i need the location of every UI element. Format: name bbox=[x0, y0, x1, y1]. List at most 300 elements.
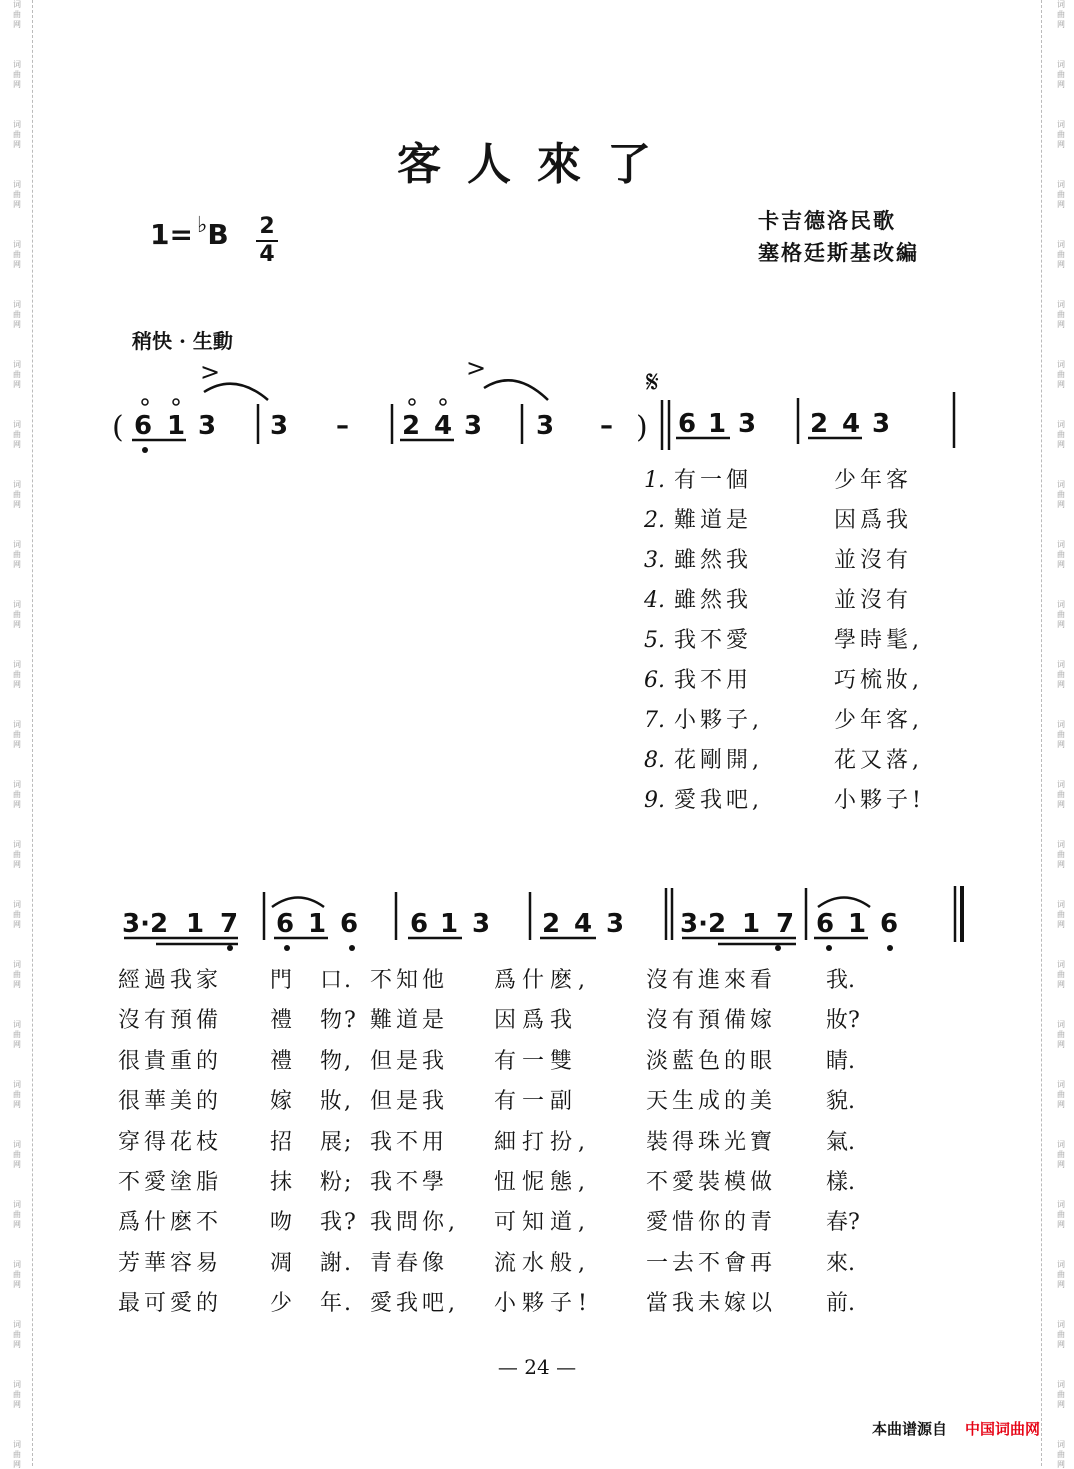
lyric-segment: 謝. bbox=[320, 1250, 353, 1276]
verse-line bbox=[644, 506, 912, 536]
watermark-char: 词 bbox=[1057, 660, 1065, 669]
verse-text-a: 有一個 bbox=[674, 468, 753, 493]
note: 3·2 bbox=[122, 909, 169, 939]
watermark-char: 词 bbox=[1057, 1320, 1065, 1329]
watermark-char: 词 bbox=[13, 900, 21, 909]
slur bbox=[272, 898, 324, 908]
watermark-char: 网 bbox=[1057, 1100, 1065, 1109]
main-notes bbox=[676, 409, 890, 439]
lyric-segment: 我? bbox=[320, 1210, 358, 1236]
lyric-segment: 抹 bbox=[270, 1170, 295, 1195]
watermark-char: 词 bbox=[13, 0, 21, 9]
watermark-char: 曲 bbox=[1057, 670, 1065, 679]
watermark-char: 曲 bbox=[1057, 1210, 1065, 1219]
note: 3·2 bbox=[680, 909, 727, 939]
verse-text-b: 巧梳妝, bbox=[834, 668, 923, 693]
watermark-char: 词 bbox=[13, 1380, 21, 1389]
accent-mark: > bbox=[200, 358, 221, 386]
lyric-segment: 嫁 bbox=[270, 1089, 295, 1115]
watermark-char: 网 bbox=[1057, 320, 1065, 329]
watermark-char: 词 bbox=[13, 660, 21, 669]
note: 6 bbox=[340, 909, 359, 939]
watermark-char: 网 bbox=[13, 740, 21, 749]
note: 3 bbox=[606, 909, 625, 939]
note: 2 bbox=[542, 909, 561, 939]
lyric-segment: 貌. bbox=[826, 1089, 855, 1115]
watermark-char: 网 bbox=[1057, 980, 1065, 989]
watermark-char: 曲 bbox=[1057, 130, 1065, 139]
watermark-char: 曲 bbox=[1057, 490, 1065, 499]
watermark-char: 网 bbox=[1057, 560, 1065, 569]
watermark-char: 曲 bbox=[1057, 310, 1065, 319]
watermark-char: 词 bbox=[1057, 600, 1065, 609]
note: 3 bbox=[872, 409, 891, 439]
note: 6 bbox=[410, 909, 429, 939]
verse-number: 5. bbox=[644, 628, 665, 653]
lyric-segment: 當我未嫁以 bbox=[646, 1291, 777, 1317]
lyric-segment: 穿得花枝 bbox=[118, 1129, 223, 1155]
watermark-char: 曲 bbox=[13, 1330, 21, 1339]
lyric-segment: 芳華容易 bbox=[118, 1250, 223, 1276]
note: 3 bbox=[738, 409, 757, 439]
lyric-segment: 物? bbox=[320, 1008, 358, 1034]
note: 4 bbox=[842, 409, 861, 439]
lyric-segment: 沒有預備嫁 bbox=[646, 1008, 777, 1034]
octave-dot-high bbox=[409, 399, 415, 405]
note: 3 bbox=[464, 411, 483, 441]
watermark-char: 词 bbox=[1057, 300, 1065, 309]
watermark-char: 词 bbox=[13, 840, 21, 849]
watermark-char: 词 bbox=[13, 1440, 21, 1449]
lyric-segment: 我. bbox=[826, 968, 855, 993]
watermark-char: 词 bbox=[13, 120, 21, 129]
verse-number: 3. bbox=[644, 548, 665, 573]
watermark-char: 曲 bbox=[1057, 70, 1065, 79]
lyric-segment: 淡藍色的眼 bbox=[646, 1048, 777, 1074]
octave-dot bbox=[775, 945, 781, 951]
watermark-char: 曲 bbox=[1057, 370, 1065, 379]
octave-dot bbox=[227, 945, 233, 951]
watermark-char: 词 bbox=[1057, 1140, 1065, 1149]
watermark-char: 网 bbox=[1057, 620, 1065, 629]
lyric-segment: 但是我 bbox=[370, 1048, 449, 1074]
watermark-char: 网 bbox=[13, 620, 21, 629]
lyric-line bbox=[118, 1006, 866, 1036]
watermark-char: 词 bbox=[1057, 240, 1065, 249]
lyric-segment: 展; bbox=[320, 1129, 354, 1155]
lyric-segment: 小夥子! bbox=[494, 1291, 593, 1317]
watermark-char: 曲 bbox=[13, 130, 21, 139]
lyric-segment: 愛我吧, bbox=[370, 1291, 459, 1317]
verse-text-a: 難道是 bbox=[674, 508, 753, 533]
verse-text-a: 我不用 bbox=[674, 668, 753, 693]
lyric-line bbox=[118, 966, 866, 996]
watermark-char: 词 bbox=[13, 1020, 21, 1029]
watermark-char: 曲 bbox=[13, 730, 21, 739]
verse-line bbox=[644, 626, 923, 656]
watermark-char: 曲 bbox=[13, 1390, 21, 1399]
source-label: 本曲谱源自 bbox=[871, 1420, 947, 1438]
watermark-char: 网 bbox=[13, 500, 21, 509]
watermark-char: 词 bbox=[13, 240, 21, 249]
page-number: — 24 — bbox=[497, 1355, 577, 1379]
watermark-char: 词 bbox=[13, 1080, 21, 1089]
lyric-line bbox=[118, 1208, 866, 1238]
lyric-segment: 天生成的美 bbox=[646, 1089, 777, 1115]
watermark-char: 曲 bbox=[1057, 430, 1065, 439]
verse-text-b: 花又落, bbox=[834, 748, 923, 773]
lyric-line bbox=[118, 1128, 866, 1158]
watermark-char: 网 bbox=[13, 380, 21, 389]
watermark-char: 曲 bbox=[1057, 910, 1065, 919]
note: 6 bbox=[880, 909, 899, 939]
lyric-segment: 有一副 bbox=[494, 1089, 579, 1115]
watermark-char: 词 bbox=[1057, 900, 1065, 909]
lyric-segment: 沒有預備 bbox=[118, 1008, 223, 1034]
lyric-segment: 很華美的 bbox=[118, 1089, 223, 1115]
watermark-char: 曲 bbox=[13, 1270, 21, 1279]
intro-notes bbox=[132, 399, 613, 453]
watermark-char: 曲 bbox=[13, 670, 21, 679]
meter-numerator: 2 bbox=[256, 214, 278, 242]
note: 3 bbox=[270, 411, 289, 441]
watermark-char: 网 bbox=[1057, 680, 1065, 689]
watermark-char: 网 bbox=[1057, 500, 1065, 509]
watermark-char: 网 bbox=[13, 320, 21, 329]
watermark-char: 词 bbox=[13, 960, 21, 969]
watermark-char: 曲 bbox=[1057, 790, 1065, 799]
lyric-segment: 流水般, bbox=[494, 1250, 591, 1276]
verse-number: 7. bbox=[644, 708, 665, 733]
lyric-segment: 愛惜你的青 bbox=[646, 1210, 777, 1236]
watermark-char: 网 bbox=[13, 1340, 21, 1349]
watermark-char: 曲 bbox=[13, 370, 21, 379]
lyric-segment: 爲什麽不 bbox=[118, 1210, 223, 1236]
watermark-char: 曲 bbox=[13, 610, 21, 619]
watermark-char: 词 bbox=[1057, 1260, 1065, 1269]
watermark-char: 网 bbox=[1057, 200, 1065, 209]
open-paren: ( bbox=[112, 410, 124, 445]
lyric-segment: 經過我家 bbox=[118, 968, 223, 993]
verse-text-a: 雖然我 bbox=[674, 588, 753, 613]
watermark-char: 网 bbox=[1057, 1400, 1065, 1409]
watermark-char: 曲 bbox=[1057, 10, 1065, 19]
watermark-char: 曲 bbox=[1057, 1150, 1065, 1159]
note: 1 bbox=[440, 909, 459, 939]
tie bbox=[484, 380, 548, 400]
octave-dot bbox=[284, 945, 290, 951]
watermark-char: 曲 bbox=[13, 1210, 21, 1219]
watermark-char: 曲 bbox=[1057, 1450, 1065, 1459]
watermark-char: 曲 bbox=[13, 430, 21, 439]
verse-line bbox=[644, 586, 912, 616]
watermark-char: 网 bbox=[1057, 1040, 1065, 1049]
lyric-segment: 年. bbox=[320, 1291, 353, 1317]
watermark-char: 网 bbox=[13, 980, 21, 989]
octave-dot-high bbox=[142, 399, 148, 405]
watermark-char: 网 bbox=[13, 560, 21, 569]
octave-dot bbox=[349, 945, 355, 951]
accent-mark: > bbox=[466, 354, 487, 382]
source-site[interactable]: 中国词曲网 bbox=[964, 1420, 1040, 1438]
watermark-char: 曲 bbox=[13, 970, 21, 979]
octave-dot-high bbox=[173, 399, 179, 405]
lyric-line bbox=[118, 1087, 866, 1117]
watermark-char: 网 bbox=[13, 260, 21, 269]
lyric-segment: 妝, bbox=[320, 1089, 353, 1115]
watermark-char: 词 bbox=[13, 720, 21, 729]
key-tonic: B bbox=[207, 218, 229, 251]
lyric-segment: 樣. bbox=[826, 1170, 855, 1195]
lyric-segment: 不愛裝模做 bbox=[646, 1170, 777, 1195]
watermark-char: 曲 bbox=[13, 310, 21, 319]
verse-line bbox=[644, 466, 912, 496]
note: 1 bbox=[742, 909, 761, 939]
source-credit bbox=[872, 1418, 1040, 1439]
watermark-char: 网 bbox=[1057, 800, 1065, 809]
note: 6 bbox=[134, 411, 153, 441]
watermark-char: 词 bbox=[13, 480, 21, 489]
lyric-line bbox=[118, 1047, 866, 1077]
watermark-char: 网 bbox=[13, 860, 21, 869]
watermark-char: 曲 bbox=[13, 70, 21, 79]
key-prefix: 1= bbox=[150, 218, 193, 251]
lyric-segment: 有一雙 bbox=[494, 1048, 579, 1074]
watermark-char: 网 bbox=[1057, 740, 1065, 749]
watermark-char: 词 bbox=[13, 1260, 21, 1269]
verse-text-b: 小夥子! bbox=[834, 788, 925, 813]
verse-text-a: 花剛開, bbox=[674, 748, 763, 773]
verse-line bbox=[644, 746, 923, 776]
watermark-char: 曲 bbox=[13, 250, 21, 259]
lyric-segment: 裝得珠光寶 bbox=[646, 1129, 777, 1155]
lyric-segment: 少 bbox=[270, 1291, 295, 1317]
watermark-char: 词 bbox=[1057, 960, 1065, 969]
watermark-char: 词 bbox=[13, 180, 21, 189]
watermark-char: 词 bbox=[1057, 1020, 1065, 1029]
lyric-segment: 我問你, bbox=[370, 1210, 459, 1236]
note: 7 bbox=[776, 909, 795, 939]
watermark-char: 网 bbox=[1057, 1340, 1065, 1349]
verse-line bbox=[644, 706, 923, 736]
lyric-segment: 我不用 bbox=[370, 1129, 449, 1155]
note: – bbox=[336, 411, 349, 441]
watermark-char: 词 bbox=[1057, 360, 1065, 369]
watermark-char: 曲 bbox=[1057, 1030, 1065, 1039]
watermark-char: 网 bbox=[13, 1280, 21, 1289]
lyric-segment: 但是我 bbox=[370, 1089, 449, 1115]
note: 6 bbox=[276, 909, 295, 939]
watermark-char: 曲 bbox=[13, 1090, 21, 1099]
watermark-char: 网 bbox=[1057, 1160, 1065, 1169]
watermark-char: 词 bbox=[13, 420, 21, 429]
watermark-char: 词 bbox=[13, 300, 21, 309]
watermark-char: 网 bbox=[13, 680, 21, 689]
watermark-char: 网 bbox=[13, 1160, 21, 1169]
watermark-char: 词 bbox=[13, 1140, 21, 1149]
watermark-char: 曲 bbox=[13, 1030, 21, 1039]
watermark-char: 词 bbox=[13, 60, 21, 69]
watermark-char: 网 bbox=[13, 800, 21, 809]
verse-line bbox=[644, 786, 925, 816]
verse-number: 8. bbox=[644, 748, 665, 773]
note: 1 bbox=[708, 409, 727, 439]
lyric-segment: 吻 bbox=[270, 1210, 295, 1236]
watermark-char: 词 bbox=[1057, 0, 1065, 9]
verse-text-b: 少年客, bbox=[834, 708, 923, 733]
flat-sign: ♭ bbox=[196, 213, 208, 238]
lyric-segment: 睛. bbox=[826, 1048, 855, 1074]
verse-text-a: 我不愛 bbox=[674, 628, 753, 653]
verse-number: 2. bbox=[644, 508, 665, 533]
note: 6 bbox=[678, 409, 697, 439]
watermark-char: 曲 bbox=[1057, 1390, 1065, 1399]
watermark-char: 词 bbox=[1057, 480, 1065, 489]
verse-line bbox=[644, 666, 923, 696]
watermark-char: 网 bbox=[13, 1460, 21, 1469]
credit-origin: 卡吉德洛民歌 bbox=[758, 208, 896, 233]
verse-text-b: 並沒有 bbox=[834, 548, 913, 573]
lyric-segment: 可知道, bbox=[494, 1210, 591, 1236]
note: 6 bbox=[816, 909, 835, 939]
watermark-char: 网 bbox=[1057, 140, 1065, 149]
watermark-char: 词 bbox=[1057, 720, 1065, 729]
lyric-segment: 來. bbox=[826, 1250, 855, 1276]
lyric-segment: 招 bbox=[270, 1129, 295, 1155]
segno-sign: 𝄋 bbox=[646, 365, 659, 400]
verse-text-b: 因爲我 bbox=[834, 508, 913, 533]
watermark-char: 曲 bbox=[13, 910, 21, 919]
octave-dot bbox=[826, 945, 832, 951]
lyric-segment: 我不學 bbox=[370, 1170, 449, 1195]
watermark-char: 词 bbox=[13, 600, 21, 609]
lyric-segment: 一去不會再 bbox=[646, 1250, 777, 1276]
watermark-char: 曲 bbox=[1057, 610, 1065, 619]
lyric-segment: 細打扮, bbox=[494, 1129, 591, 1155]
watermark-char: 曲 bbox=[13, 790, 21, 799]
verse-number: 4. bbox=[644, 588, 665, 613]
watermark-char: 曲 bbox=[13, 550, 21, 559]
watermark-char: 曲 bbox=[1057, 250, 1065, 259]
lyric-segment: 粉; bbox=[320, 1170, 354, 1195]
octave-dot bbox=[887, 945, 893, 951]
watermark-char: 曲 bbox=[13, 1150, 21, 1159]
note: 3 bbox=[198, 411, 217, 441]
watermark-char: 词 bbox=[13, 1200, 21, 1209]
watermark-char: 词 bbox=[13, 1320, 21, 1329]
watermark-char: 网 bbox=[1057, 20, 1065, 29]
lyric-segment: 物, bbox=[320, 1048, 353, 1074]
watermark-char: 曲 bbox=[1057, 550, 1065, 559]
meter-denominator: 4 bbox=[259, 242, 275, 267]
watermark-char: 网 bbox=[1057, 1220, 1065, 1229]
lyric-segment: 青春像 bbox=[370, 1250, 449, 1276]
lyric-segment: 凋 bbox=[270, 1250, 295, 1276]
lyric-segment: 不知他 bbox=[370, 968, 449, 993]
note: 7 bbox=[220, 909, 239, 939]
lyric-line bbox=[118, 1249, 866, 1279]
lyric-segment: 因爲我 bbox=[494, 1008, 579, 1034]
watermark-char: 词 bbox=[13, 540, 21, 549]
verse-text-a: 雖然我 bbox=[674, 548, 753, 573]
watermark-char: 网 bbox=[13, 80, 21, 89]
verse-text-a: 小夥子, bbox=[674, 708, 763, 733]
lyric-segment: 前. bbox=[826, 1291, 855, 1317]
watermark-char: 词 bbox=[1057, 180, 1065, 189]
watermark-char: 网 bbox=[1057, 860, 1065, 869]
watermark-char: 网 bbox=[13, 440, 21, 449]
lyric-segment: 爲什麽, bbox=[494, 968, 591, 993]
lyric-line bbox=[118, 1168, 866, 1198]
lyric-segment: 忸怩態, bbox=[494, 1170, 591, 1195]
song-title: 客人來了 bbox=[397, 139, 677, 190]
watermark-char: 网 bbox=[1057, 1460, 1065, 1469]
watermark-char: 词 bbox=[1057, 780, 1065, 789]
verse-number: 1. bbox=[644, 468, 665, 493]
verse-text-b: 少年客 bbox=[834, 468, 913, 493]
watermark-char: 曲 bbox=[1057, 1270, 1065, 1279]
watermark-char: 网 bbox=[1057, 440, 1065, 449]
watermark-char: 曲 bbox=[1057, 730, 1065, 739]
watermark-char: 词 bbox=[1057, 420, 1065, 429]
watermark-char: 网 bbox=[13, 1220, 21, 1229]
verse-line bbox=[644, 546, 912, 576]
watermark-char: 网 bbox=[13, 140, 21, 149]
watermark-char: 曲 bbox=[13, 190, 21, 199]
lyric-segment: 沒有進來看 bbox=[646, 968, 777, 993]
lyric-segment: 禮 bbox=[270, 1048, 295, 1074]
note: 3 bbox=[472, 909, 491, 939]
watermark-char: 网 bbox=[13, 1400, 21, 1409]
note: 3 bbox=[536, 411, 555, 441]
watermark-char: 网 bbox=[1057, 1280, 1065, 1289]
watermark-char: 词 bbox=[1057, 540, 1065, 549]
note: 1 bbox=[848, 909, 867, 939]
octave-dot-high bbox=[440, 399, 446, 405]
watermark-char: 曲 bbox=[1057, 850, 1065, 859]
verse-number: 9. bbox=[644, 788, 665, 813]
watermark-char: 网 bbox=[13, 1040, 21, 1049]
watermark-char: 曲 bbox=[1057, 190, 1065, 199]
lyric-segment: 最可愛的 bbox=[118, 1291, 223, 1317]
watermark-char: 网 bbox=[13, 200, 21, 209]
watermark-char: 词 bbox=[1057, 1080, 1065, 1089]
tempo-marking: 稍快 · 生動 bbox=[132, 329, 233, 353]
watermark-char: 曲 bbox=[13, 10, 21, 19]
note: – bbox=[600, 411, 613, 441]
lyric-segment: 難道是 bbox=[370, 1008, 449, 1034]
close-paren: ) bbox=[636, 410, 648, 445]
lyric-segment: 春? bbox=[826, 1210, 860, 1236]
watermark-char: 网 bbox=[1057, 380, 1065, 389]
watermark-char: 曲 bbox=[13, 490, 21, 499]
note: 2 bbox=[810, 409, 829, 439]
note: 1 bbox=[186, 909, 205, 939]
watermark-char: 词 bbox=[1057, 60, 1065, 69]
note: 2 bbox=[402, 411, 421, 441]
lyric-segment: 妝? bbox=[826, 1008, 860, 1034]
note: 1 bbox=[167, 411, 186, 441]
watermark-char: 曲 bbox=[1057, 1090, 1065, 1099]
watermark-char: 词 bbox=[1057, 120, 1065, 129]
lyric-segment: 很貴重的 bbox=[118, 1048, 223, 1074]
watermark-char: 网 bbox=[1057, 80, 1065, 89]
watermark-char: 网 bbox=[13, 920, 21, 929]
bottom-notes bbox=[122, 909, 898, 951]
watermark-char: 网 bbox=[13, 20, 21, 29]
verse-text-a: 愛我吧, bbox=[674, 788, 763, 813]
lyric-segment: 不愛塗脂 bbox=[118, 1170, 223, 1195]
